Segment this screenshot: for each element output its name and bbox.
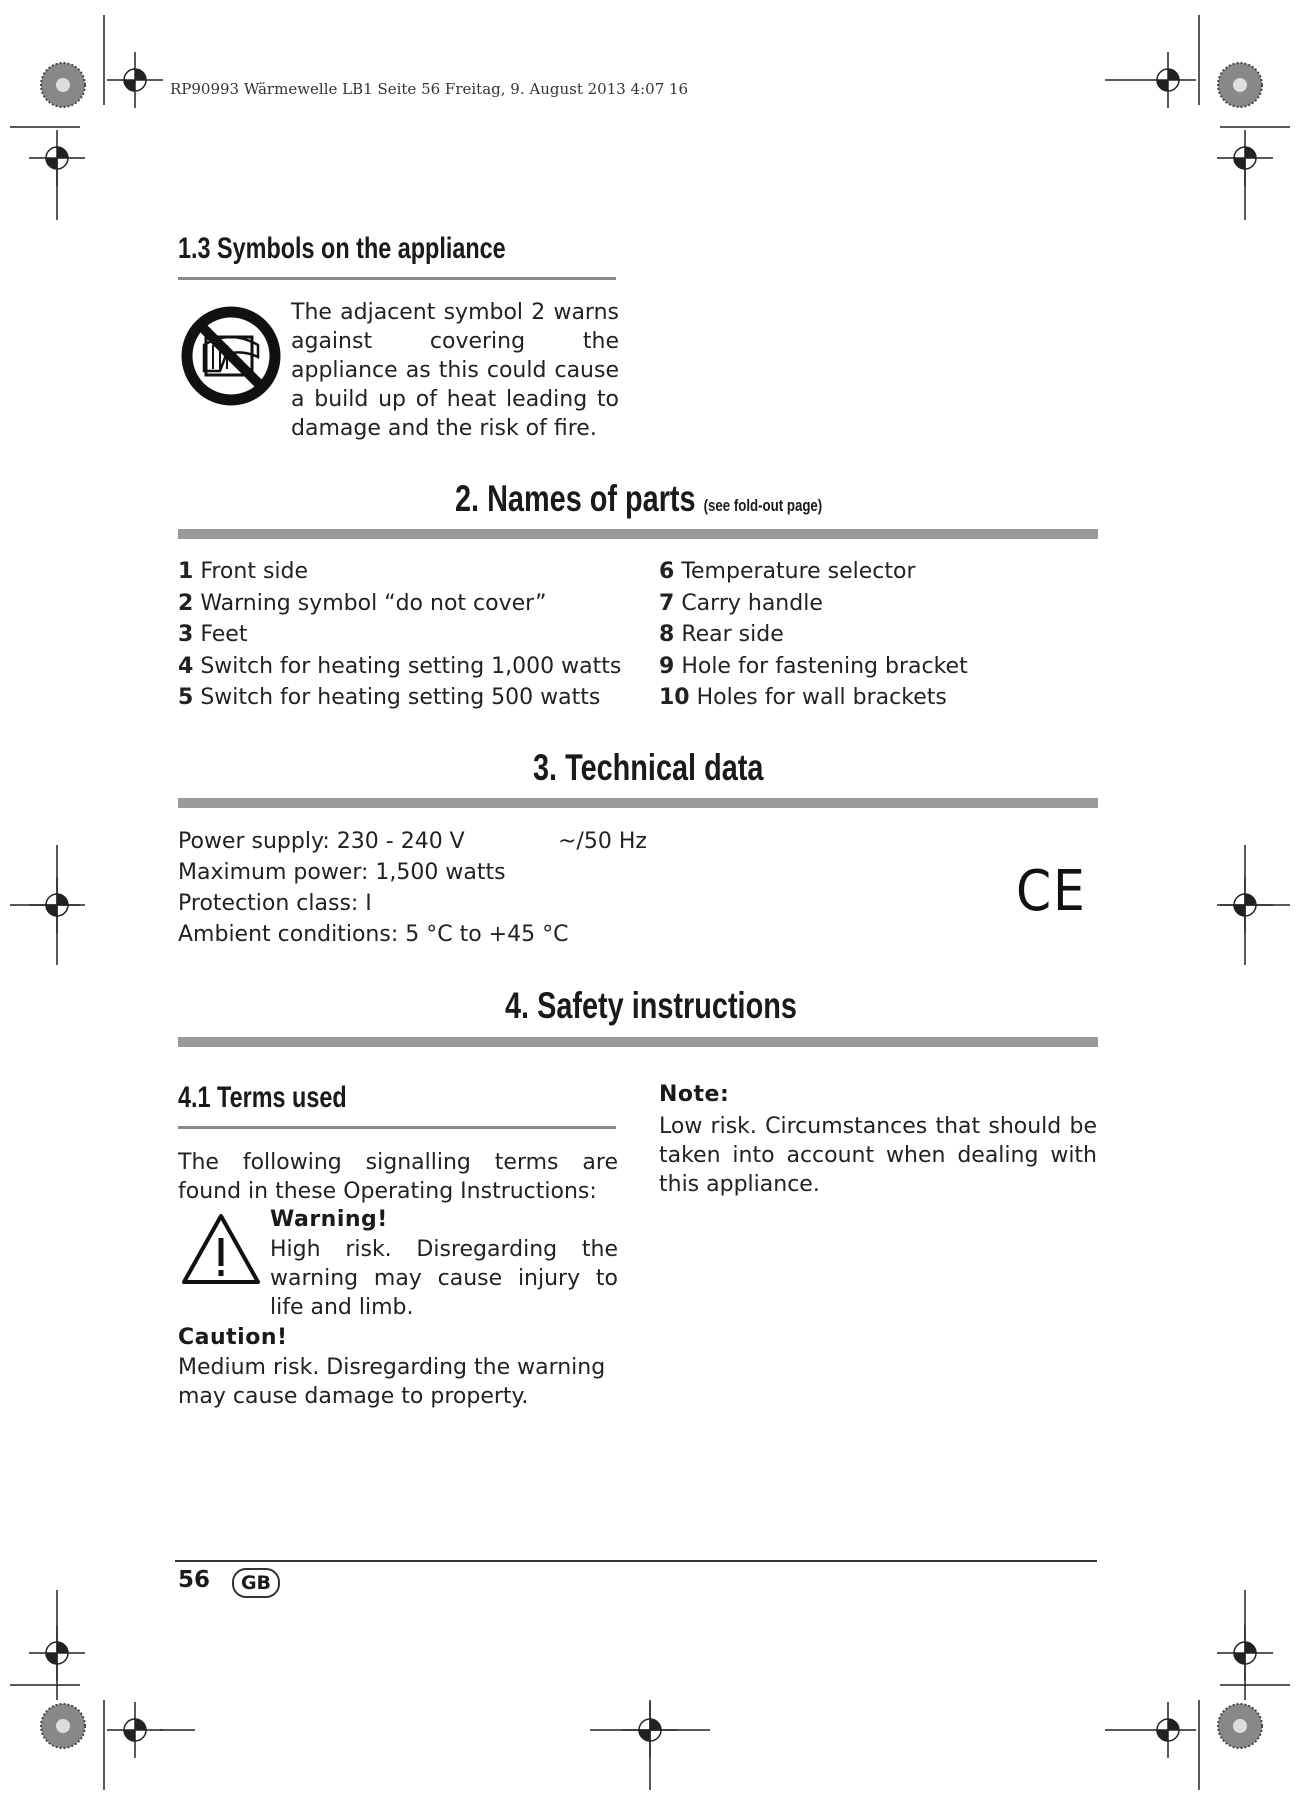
section-2-title: 2. Names of parts	[455, 478, 696, 519]
list-item: 3 Feet	[178, 622, 248, 647]
language-badge: GB	[232, 1568, 280, 1598]
list-item: 4 Switch for heating setting 1,000 watts	[178, 653, 622, 679]
warning-text: High risk. Disregarding the warning may cause injury to life and limb.	[270, 1237, 618, 1320]
parts-list-right	[659, 556, 968, 714]
ambient-conditions: Ambient conditions: 5 °C to +45 °C	[178, 922, 569, 947]
ce-mark: CE	[1016, 859, 1087, 924]
frequency-wrap	[558, 826, 647, 857]
caution-label: Caution!	[178, 1325, 288, 1350]
page-number: 56	[178, 1567, 211, 1593]
list-item: 1 Front side	[178, 559, 309, 584]
section-4-title: 4. Safety instructions	[505, 985, 797, 1026]
section-1-3-text: The adjacent symbol 2 warns against covering the appliance as this could cause a build up of heat leading to damage and the risk of fire.	[291, 300, 619, 441]
section-3-heading	[533, 747, 828, 789]
warning-label: Warning!	[270, 1207, 388, 1232]
note-label: Note:	[659, 1082, 730, 1107]
parts-list-left	[178, 556, 621, 714]
section-4-rule	[178, 1037, 1098, 1047]
list-item: 6 Temperature selector	[659, 559, 916, 584]
section-4-1-title: 4.1 Terms used	[178, 1081, 347, 1114]
technical-data	[178, 826, 568, 950]
warning-triangle-icon	[180, 1212, 262, 1286]
section-1-3-heading	[178, 232, 598, 266]
list-item: 10 Holes for wall brackets	[659, 685, 947, 710]
list-item: 2 Warning symbol “do not cover”	[178, 590, 547, 616]
terms-intro: The following signalling terms are found in these Operating Instructions:	[178, 1150, 618, 1204]
section-2-heading	[455, 478, 926, 520]
footer-rule	[175, 1560, 1097, 1562]
section-4-1-heading	[178, 1081, 394, 1115]
section-4-heading	[505, 985, 879, 1027]
print-info: RP90993 Wärmewelle LB1 Seite 56 Freitag, 9. August 2013 4:07 16	[170, 80, 689, 98]
section-3-rule	[178, 798, 1098, 808]
frequency: ~/50 Hz	[558, 829, 647, 854]
list-item: 5 Switch for heating setting 500 watts	[178, 685, 601, 710]
list-item: 8 Rear side	[659, 622, 784, 647]
protection-class: Protection class: I	[178, 891, 372, 916]
list-item: 9 Hole for fastening bracket	[659, 653, 968, 679]
section-3-title: 3. Technical data	[533, 747, 764, 788]
list-item: 7 Carry handle	[659, 590, 823, 616]
caution-text: Medium risk. Disregarding the warning may cause damage to property.	[178, 1355, 606, 1409]
do-not-cover-icon	[180, 305, 282, 407]
section-2-rule	[178, 529, 1098, 539]
note-text: Low risk. Circumstances that should be taken into account when dealing with this appliance.	[659, 1114, 1097, 1197]
section-2-note: (see fold-out page)	[703, 496, 823, 515]
power-supply: Power supply: 230 - 240 V	[178, 829, 465, 854]
max-power: Maximum power: 1,500 watts	[178, 860, 506, 885]
section-4-1-rule	[178, 1126, 616, 1129]
section-1-3-rule	[178, 277, 616, 280]
section-1-3-title: 1.3 Symbols on the appliance	[178, 232, 506, 265]
